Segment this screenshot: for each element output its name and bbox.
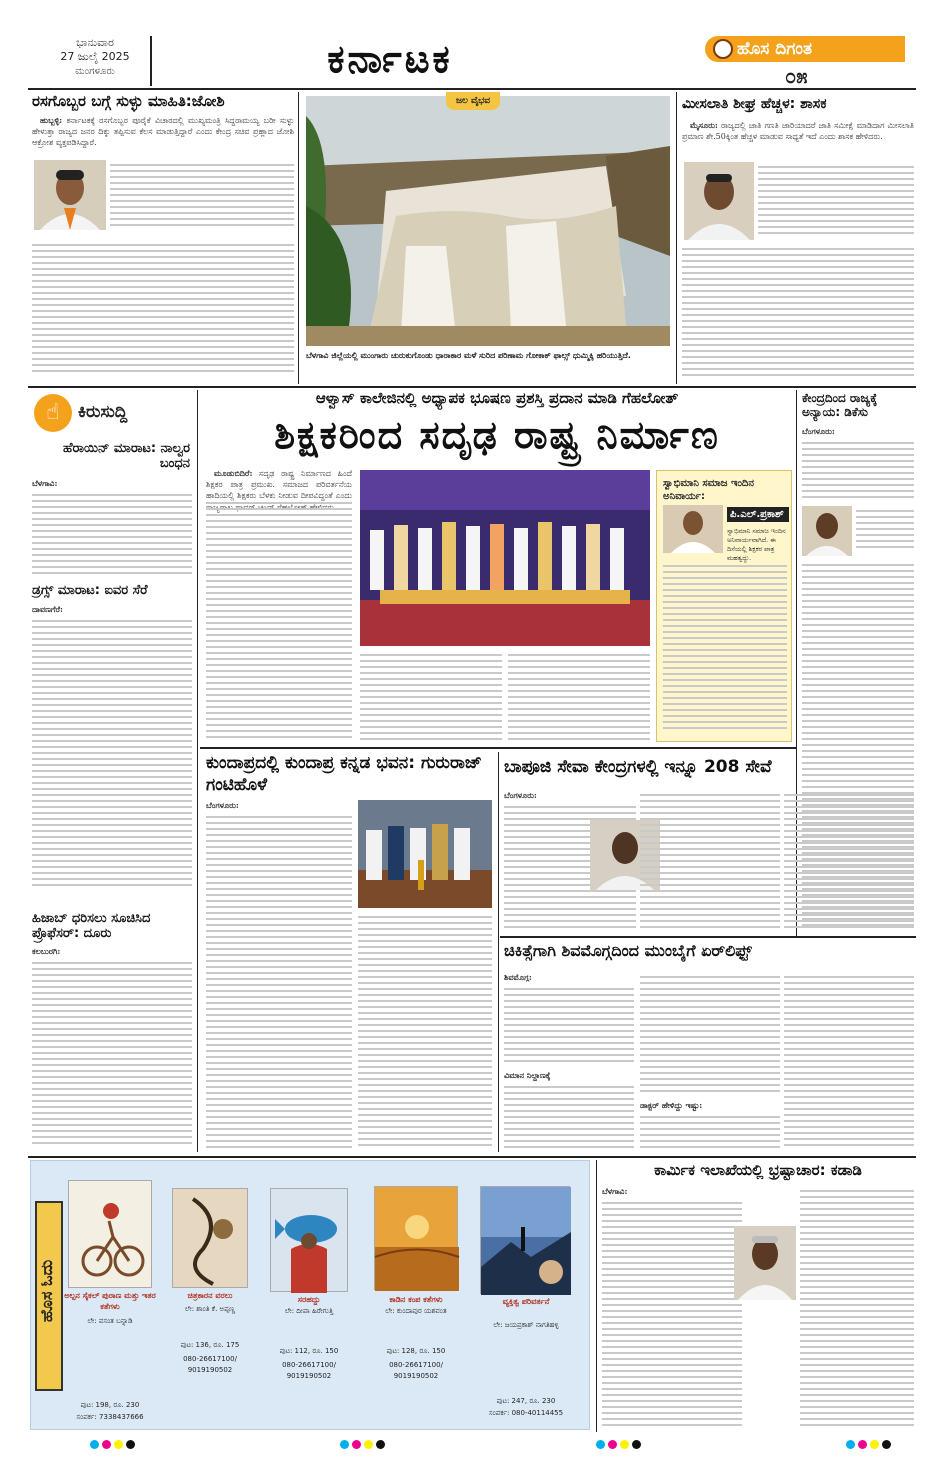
airlift-sub1: ವಿಮಾನ ನಿಲ್ದಾಣಕ್ಕೆ [504, 1070, 551, 1080]
kiru-item-2-text [32, 616, 192, 896]
dkshi-text-wrap [856, 506, 914, 556]
meesalati-text-cont [682, 244, 914, 382]
registration-mark [376, 1440, 385, 1449]
registration-mark [608, 1440, 617, 1449]
joshi-body: ಕರ್ನಾಟಕಕ್ಕೆ ರಸಗೊಬ್ಬರ ಪೂರೈಕೆ ವಿಚಾರದಲ್ಲಿ ಮುಖ್ಯಮಂತ್ರಿ ಸಿದ್ದರಾಮಯ್ಯ ಬರೀ ಸುಳ್ಳು ಹೇಳುತ್ತಾ ರಾಜ್ಯದ ಜನರ ದಿಕ್ಕು ತಪ್ಪಿಸುವ ಕೆಲಸ ಮಾಡುತ್ತಿದ್ದಾರೆ ಎಂದು ಕೇಂದ್ರ ಸಚಿವ ಪ್ರಹ್ಲಾದ ಜೋಶಿ ಆಕ್ರೋಶ ವ್ಯಕ್ತಪಡಿಸಿದ್ದಾರೆ. [32, 116, 294, 148]
page-number: ೦೫ [785, 64, 808, 88]
book-3-price: ಪುಟ: 112, ರೂ. 150 [279, 1347, 339, 1355]
book-4-author: ಲೇ: ಕುಂದಾಪುರ ಯಶವಂತ [385, 1307, 447, 1315]
row-rule [28, 1156, 916, 1158]
kiru-item-3-dateline: ಕಲಬುರಗಿ: [32, 946, 61, 956]
dkshi-text-1 [802, 438, 914, 504]
book-2-author: ಲೇ: ಶಾಂತಿ ಕೆ. ಅಪ್ಪಣ್ಣ [184, 1305, 236, 1313]
alvas-quote-photo [663, 505, 723, 553]
registration-mark [596, 1440, 605, 1449]
meesalati-headline: ಮೀಸಲಾತಿ ಶೀಘ್ರ ಹೆಚ್ಚಳ: ಶಾಸಕ [682, 96, 827, 112]
book-cover-5 [480, 1186, 570, 1294]
airlift-sub2: ಡಾಕ್ಟರ್ ಹೇಳಿದ್ದು ಇಷ್ಟು: [640, 1100, 703, 1110]
bapuji-dateline: ಬೆಂಗಳೂರು: [504, 790, 537, 800]
col-rule [197, 390, 198, 1152]
alvas-photo [360, 470, 650, 646]
alvas-kicker: ಆಳ್ವಾಸ್ ಕಾಲೇಜಿನಲ್ಲಿ ಅಧ್ಯಾಪಕ ಭೂಷಣ ಪ್ರಶಸ್ತಿ ಪ್ರದಾನ ಮಾಡಿ ಗೆಹಲೋತ್ [315, 389, 679, 407]
kiru-item-2-dateline: ದಾವಣಗೆರೆ: [32, 604, 63, 614]
joshi-photo [34, 160, 106, 230]
alvas-quote-lines [663, 561, 787, 737]
issue-date: 27 ಜುಲೈ 2025 [60, 50, 130, 63]
alvas-text-3 [508, 650, 650, 744]
row-rule [500, 936, 916, 938]
row-rule [200, 747, 796, 749]
airlift-dateline: ಶಿವಮೊಗ್ಗ: [504, 972, 532, 982]
dkshi-dateline: ಬೆಂಗಳೂರು: [802, 426, 835, 436]
bapuji-text-3 [784, 790, 914, 932]
issue-city: ಮಂಗಳೂರು [75, 66, 115, 77]
registration-mark [352, 1440, 361, 1449]
alvas-quote-text: ಸ್ವಾಭಿಮಾನಿ ಸಮಾಜ ಇಂದಿನ ಅನಿವಾರ್ಯವಾಗಿದೆ. ಈ ದಿಸೆಯಲ್ಲಿ ಶಿಕ್ಷಕರ ಪಾತ್ರ ಮಹತ್ವದ್ದು. [727, 527, 786, 562]
waterfall-caption: ಬೆಳಗಾವಿ ಜಿಲ್ಲೆಯಲ್ಲಿ ಮುಂಗಾರು ಚುರುಕುಗೊಂಡು ಧಾರಾಕಾರ ಮಳೆ ಸುರಿದ ಪರಿಣಾಮ ಗೋಕಾಕ್ ಫಾಲ್ಸ್ ಧುಮ್ಮಿಕ್ಕಿ ಹರಿಯುತ್ತಿದೆ. [306, 351, 631, 360]
book-1-author: ಲೇ: ವಸಂತ ಬನ್ನಾಡಿ [87, 1317, 133, 1325]
book-cover-3 [270, 1188, 348, 1292]
kirusuddi-logo [30, 392, 160, 436]
book-5-author: ಲೇ: ಜಯಪ್ರಕಾಶ್ ನಾಗತಿಹಳ್ಳಿ [493, 1321, 559, 1329]
book-1-title: ಅಲ್ಪನ ಸೈಕಲ್ ಪುರಾಣ ಮತ್ತು ಇತರ ಕತೆಗಳು [64, 1291, 156, 1311]
registration-mark [870, 1440, 879, 1449]
meesalati-body: ರಾಜ್ಯದಲ್ಲಿ ಜಾತಿ ಗಣತಿ ಜಾರಿಯಾದರೆ ಜಾತಿ ಸಮೀಕ್ಷೆ ಮಾಡಿದಾಗ ಮೀಸಲಾತಿ ಪ್ರಮಾಣ ಶೇ.50ಕ್ಕಿಂತ ಹೆಚ್ಚಳ ಮಾಡುವ ಸಾಧ್ಯತೆ ಇದೆ ಎಂದು ಶಾಸಕ ಹೇಳಿದರು. [682, 121, 915, 142]
airlift-text-3 [640, 972, 780, 1096]
karmika-headline: ಕಾರ್ಮಿಕ ಇಲಾಖೆಯಲ್ಲಿ ಭ್ರಷ್ಟಾಚಾರ: ಕಡಾಡಿ [654, 1161, 862, 1179]
book-1-contact: ಸಂಪರ್ಕ: 7338437666 [76, 1413, 144, 1421]
book-5-contact: ಸಂಪರ್ಕ: 080-40114455 [488, 1409, 564, 1417]
airlift-text-4 [640, 1112, 780, 1152]
book-cover-1 [68, 1180, 152, 1288]
alvas-article [206, 468, 352, 501]
masthead-divider [150, 36, 152, 86]
karmika-text-1 [602, 1198, 742, 1430]
bapuji-headline: ಬಾಪೂಜಿ ಸೇವಾ ಕೇಂದ್ರಗಳಲ್ಲಿ ಇನ್ನೂ 208 ಸೇವೆ [504, 757, 772, 777]
col-rule [676, 92, 677, 384]
issue-info [40, 36, 150, 86]
book-3-title: ಸರಹದ್ದು [297, 1295, 321, 1304]
kundapra-photo [358, 800, 492, 908]
alvas-quote-box [656, 470, 792, 742]
joshi-dateline: ಹುಬ್ಬಳ್ಳಿ: [40, 115, 63, 125]
book-3-contact: 080-26617100/ 9019190502 [282, 1361, 336, 1380]
alvas-dateline: ಮೂಡುಬಿದಿರೆ: [214, 468, 253, 478]
registration-mark [882, 1440, 891, 1449]
waterfall-photo [306, 96, 670, 346]
karmika-text-2 [800, 1186, 914, 1430]
dkshi-headline: ಕೇಂದ್ರದಿಂದ ರಾಜ್ಯಕ್ಕೆ ಅನ್ಯಾಯ: ಡಿಕೆಸು [802, 391, 878, 419]
row-rule [28, 386, 916, 388]
airlift-text-5 [784, 972, 914, 1152]
book-cover-4 [374, 1186, 458, 1290]
brand-name: ಹೊಸ ದಿಗಂತ [737, 39, 812, 59]
joshi-headline: ರಸಗೊಬ್ಬರ ಬಗ್ಗೆ ಸುಳ್ಳು ಮಾಹಿತಿ:ಜೋಶಿ [32, 92, 225, 110]
book-ad-side-label: ಹೊಸ ಓದು [37, 1259, 56, 1323]
karmika-dateline: ಬೆಳಗಾವಿ: [602, 1186, 628, 1196]
book-4-price: ಪುಟ: 128, ರೂ. 150 [386, 1347, 446, 1355]
registration-mark [846, 1440, 855, 1449]
dkshi-photo [802, 506, 852, 556]
joshi-text-wrap [110, 160, 294, 230]
kiru-item-2-headline: ಡ್ರಗ್ಸ್ ಮಾರಾಟ: ಐವರ ಸೆರೆ [32, 583, 148, 598]
alvas-quote-head: ಸ್ವಾಭಿಮಾನಿ ಸಮಾಜ ಇಂದಿನ ಅನಿವಾರ್ಯ: [663, 478, 754, 502]
kiru-item-3-headline: ಹಿಜಾಬ್ ಧರಿಸಲು ಸೂಚಿಸಿದ ಪ್ರೊಫೆಸರ್: ದೂರು [32, 911, 151, 941]
registration-mark [364, 1440, 373, 1449]
kiru-item-1-headline: ಹೆರಾಯಿನ್ ಮಾರಾಟ: ನಾಲ್ವರ ಬಂಧನ [63, 441, 190, 471]
kundapra-text-1 [206, 812, 352, 1152]
book-5-price: ಪುಟ: 247, ರೂ. 230 [496, 1397, 556, 1405]
col-rule [298, 92, 299, 384]
brand-block [705, 36, 905, 88]
book-3-author: ಲೇ: ದೀಪಾ ಹಿರೇಗುತ್ತಿ [284, 1307, 334, 1315]
karmika-photo [734, 1226, 796, 1300]
kiru-item-1-dateline: ಬೆಳಗಾವಿ: [32, 478, 58, 488]
waterfall-tag: ಜಲ ವೈಭವ [446, 92, 500, 110]
registration-mark [90, 1440, 99, 1449]
book-4-contact: 080-26617100/ 9019190502 [389, 1361, 443, 1380]
registration-mark [102, 1440, 111, 1449]
registration-mark [126, 1440, 135, 1449]
meesalati-article [682, 120, 914, 160]
registration-mark [620, 1440, 629, 1449]
book-5-title: ವ್ಯಕ್ತಿತ್ವ ಪರಿವರ್ತನೆ [502, 1297, 550, 1306]
alvas-headline: ಶಿಕ್ಷಕರಿಂದ ಸದೃಢ ರಾಷ್ಟ್ರ ನಿರ್ಮಾಣ [274, 413, 720, 457]
book-cover-2 [172, 1188, 248, 1288]
alvas-text-1 [206, 498, 352, 742]
airlift-text-1 [504, 984, 634, 1068]
airlift-text-2 [504, 1082, 634, 1152]
kiru-item-1-text [32, 490, 192, 578]
swan-logo-icon [713, 39, 733, 59]
section-title: ಕರ್ನಾಟಕ [327, 37, 453, 81]
book-4-title: ಕಾಡಿನ ಕಂಪ ಕತೆಗಳು [389, 1295, 443, 1304]
kundapra-text-2 [358, 912, 492, 1150]
kundapra-dateline: ಬೆಂಗಳೂರು: [206, 800, 239, 810]
issue-day: ಭಾನುವಾರ [76, 36, 114, 49]
joshi-text-cont [32, 240, 294, 380]
kundapra-headline: ಕುಂದಾಪ್ರದಲ್ಲಿ ಕುಂದಾಪ್ರ ಕನ್ನಡ ಭವನ: ಗುರುರಾಜ್ ಗಂಟಿಹೊಳೆ [206, 753, 482, 795]
registration-mark [858, 1440, 867, 1449]
meesalati-dateline: ಮೈಸೂರು: [690, 120, 718, 130]
pointing-hand-icon: ☝ [34, 394, 72, 432]
book-1-price: ಪುಟ: 198, ರೂ. 230 [80, 1401, 140, 1409]
registration-mark [340, 1440, 349, 1449]
meesalati-photo [684, 162, 754, 240]
kiru-item-3-text [32, 958, 192, 1148]
masthead-rule [28, 88, 916, 90]
alvas-text-2 [360, 650, 502, 744]
bapuji-text-2 [640, 790, 780, 932]
meesalati-text-wrap [758, 162, 914, 240]
alvas-quote-name: ಪಿ.ಎಲ್.ಪ್ರಕಾಶ್ [727, 507, 789, 522]
kirusuddi-title: ಕಿರುಸುದ್ದಿ [78, 402, 128, 422]
registration-mark [114, 1440, 123, 1449]
book-2-price: ಪುಟ: 136, ರೂ. 175 [180, 1341, 240, 1349]
col-rule [596, 1160, 597, 1432]
book-2-contact: 080-26617100/ 9019190502 [183, 1355, 237, 1374]
alvas-body: ಸದೃಢ ರಾಷ್ಟ್ರ ನಿರ್ಮಾಣದ ಹಿಂದೆ ಶಿಕ್ಷಕರ ಪಾತ್ರ ಪ್ರಮುಖ. ಸಮಾಜದ ಪರಿವರ್ತನೆಯ ಹಾದಿಯಲ್ಲಿ ಶಿಕ್ಷಕರು ಬೆಳಕು ನೀಡುವ ದೀಪವಿದ್ದಂತೆ ಎಂದು [206, 469, 352, 501]
airlift-headline: ಚಿಕಿತ್ಸೆಗಾಗಿ ಶಿವಮೊಗ್ಗದಿಂದ ಮುಂಬೈಗೆ ಏರ್‌ಲಿಫ್ಟ್ [504, 941, 752, 960]
col-rule [498, 752, 499, 1152]
book-2-title: ಚಿತ್ರಕಾರನ ವರಲು [187, 1291, 233, 1300]
registration-mark [632, 1440, 641, 1449]
